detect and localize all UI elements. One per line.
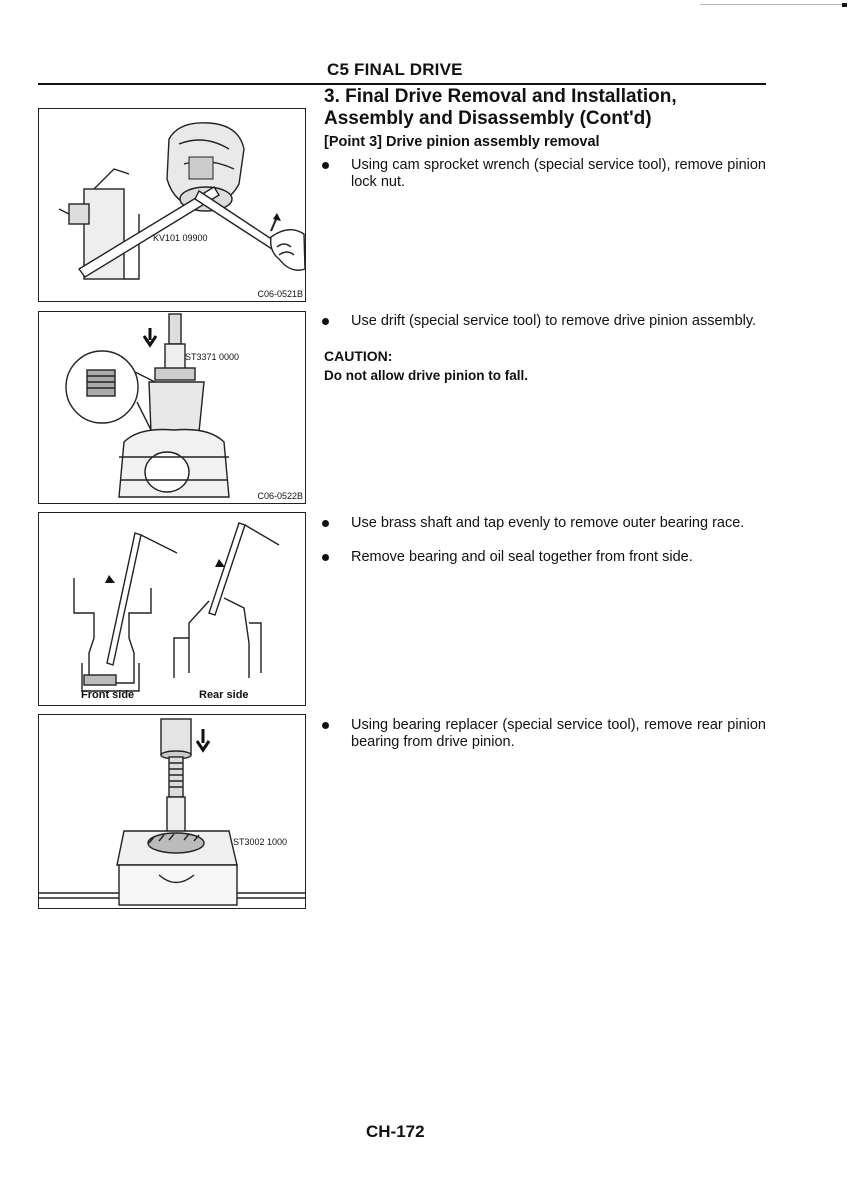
corner-mark-line [700,4,842,5]
section-title: C5 FINAL DRIVE [327,60,463,79]
bullet-icon [322,520,329,527]
step2-text: Use drift (special service tool) to remove drive pinion assembly. [351,313,757,329]
figure-code: C06-0522B [257,491,303,501]
step3-bullet1: Use brass shaft and tap evenly to remove outer bearing race. [351,515,745,531]
subheading: [Point 3] Drive pinion assembly removal [324,134,600,150]
figure-brass-shaft [38,512,306,706]
tool-number: ST3002 1000 [233,837,288,847]
tool-number: KV101 09900 [153,233,208,243]
tool-number: ST3371 0000 [185,352,240,362]
page-heading [324,86,764,130]
drift-illustration [39,312,305,503]
bullet-icon [322,162,329,169]
corner-mark-dot [842,3,847,7]
brass-shaft-illustration [39,513,305,705]
bullet-icon [322,318,329,325]
figure-bearing-replacer [38,714,306,909]
section-rule [38,83,766,85]
bullet-icon [322,554,329,561]
caution-text: Do not allow drive pinion to fall. [324,368,528,383]
heading-line-1: 3. Final Drive Removal and Installation, [324,86,677,107]
figure-drift-pinion [38,311,306,504]
step3-bullet2: Remove bearing and oil seal together from front side. [351,549,693,565]
label-front-side: Front side [81,689,135,701]
bearing-replacer-illustration [39,715,305,908]
label-rear-side: Rear side [199,689,249,701]
step4-text: Using bearing replacer (special service tool), remove rear pinion bearing from drive pinion. [351,717,766,750]
caution-heading: CAUTION: [324,348,393,364]
step1-text: Using cam sprocket wrench (special service tool), remove pinion lock nut. [351,157,766,190]
wrench-illustration [39,109,305,301]
bullet-icon [322,722,329,729]
page-number: CH-172 [366,1122,425,1141]
figure-code: C06-0521B [257,289,303,299]
heading-line-2: Assembly and Disassembly (Cont'd) [324,108,652,129]
figure-wrench-pinion-nut [38,108,306,302]
